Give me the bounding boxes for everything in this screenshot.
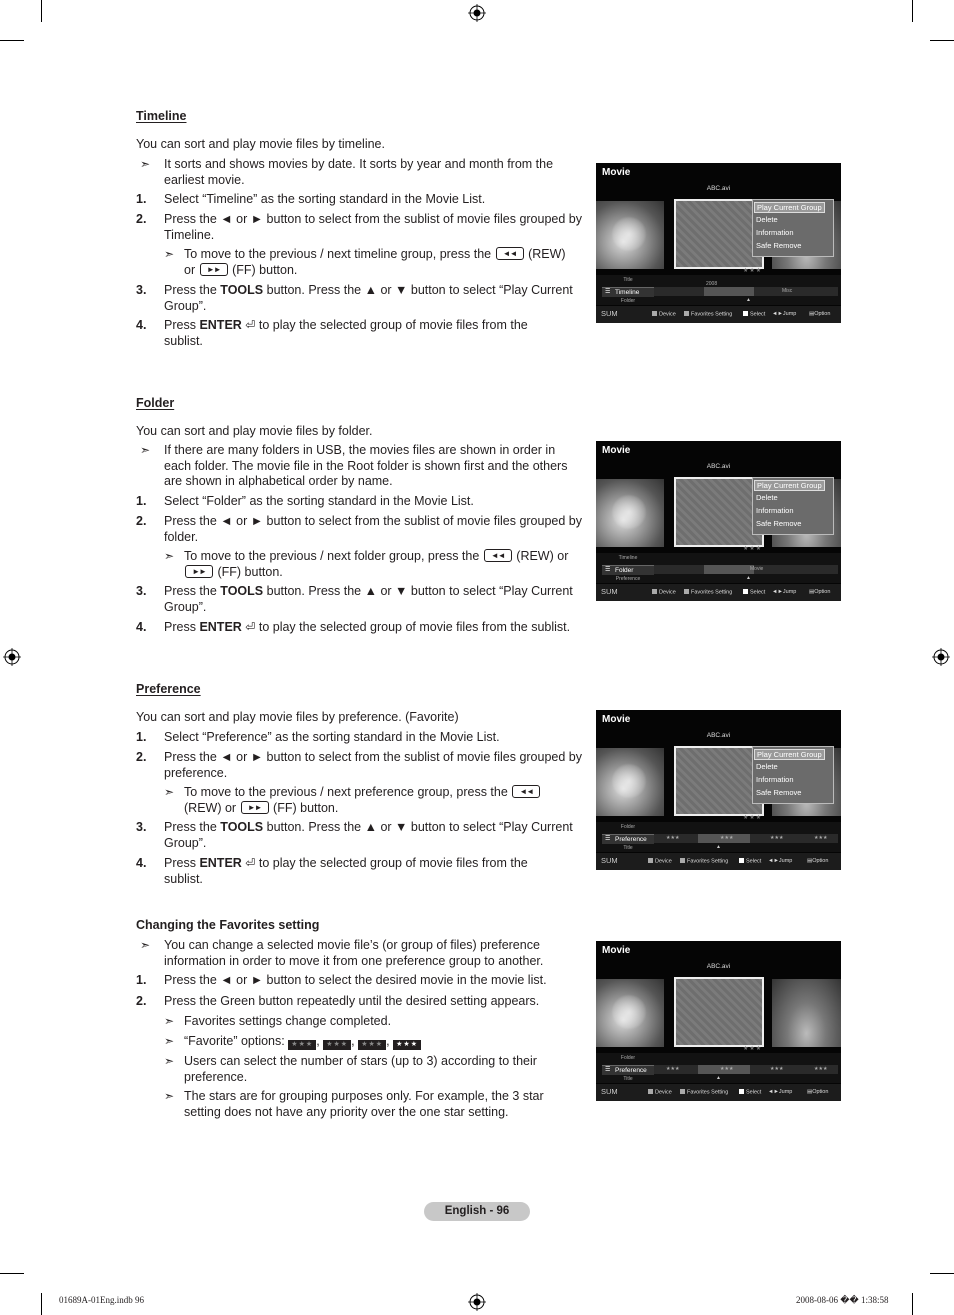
step-number: 4. [136,318,147,332]
registration-mark-icon [468,4,486,22]
group-stars: ★★★ [720,835,734,841]
footer-favorites: Favorites Setting [684,311,732,318]
folder-intro: You can sort and play movie files by folder. [136,424,373,438]
star-rating: ★★★ [743,546,763,552]
menu-item-safe-remove[interactable]: Safe Remove [756,241,802,250]
sort-label-above: Title [623,277,633,283]
tools-menu [752,477,834,535]
menu-item-play-current-group[interactable]: Play Current Group [754,202,825,213]
group-track [654,565,838,574]
step-number: 1. [136,192,147,206]
sort-label-below: Preference [615,576,641,582]
thumbnail [596,201,664,269]
up-arrow-icon: ▲ [716,844,721,850]
tv-screen-favorites [596,941,841,1101]
section-heading-folder: Folder [136,396,175,410]
tv-screen-preference [596,710,841,870]
arrow-marker-icon: ➣ [164,549,175,563]
group-stars: ★★★ [770,835,784,841]
tools-icon: ▤ [807,858,813,864]
group-track [654,1065,838,1074]
thumbnail-selected [674,477,764,547]
footer-jump: ◄►Jump [772,311,797,317]
footer-option: ▤Option [807,858,829,864]
group-track [654,281,838,296]
thumbnail [772,979,841,1047]
tools-menu [752,199,834,257]
ff-button-icon: ►► [200,263,228,276]
step-text: Press the ◄ or ► button to select from the sublist of movie files grouped by preference. [164,750,582,780]
up-arrow-icon: ▲ [716,1075,721,1081]
arrow-marker-icon: ➣ [164,785,175,799]
menu-item-delete[interactable]: Delete [756,215,778,224]
menu-item-safe-remove[interactable]: Safe Remove [756,519,802,528]
registration-mark-icon [3,648,21,666]
step-number: 3. [136,584,147,598]
group-track [654,834,838,843]
tv-footer [596,306,841,323]
step-text: Press the ◄ or ► button to select the desired movie in the movie list. [164,973,547,987]
ff-button-icon: ►► [185,565,213,578]
group-mark: Movie [750,566,764,572]
footer-favorites: Favorites Setting [680,1089,728,1096]
thumbnail [596,479,664,547]
menu-item-safe-remove[interactable]: Safe Remove [756,788,802,797]
step-text: Press the ◄ or ► button to select from the sublist of movie files grouped by folder. [164,514,582,544]
arrow-marker-icon: ➣ [164,1014,175,1028]
file-name: ABC.avi [706,963,731,970]
note-text: To move to the previous / next preference group, press the ◄◄ (REW) or ►► (FF) button. [184,785,590,816]
star-rating: ★★★ [743,815,763,821]
menu-item-delete[interactable]: Delete [756,762,778,771]
crop-mark [912,1293,913,1315]
menu-item-delete[interactable]: Delete [756,493,778,502]
section-heading-favorites: Changing the Favorites setting [136,918,320,932]
footer-jump: ◄►Jump [768,858,793,864]
note-text: To move to the previous / next folder group, press the ◄◄ (REW) or ►► (FF) button. [184,549,569,579]
step-number: 2. [136,514,147,528]
step-number: 3. [136,820,147,834]
print-footer-right: 2008-08-06 �� 1:38:58 [796,1295,889,1305]
favorite-option-3-stars: ★★★ [393,1040,421,1050]
enter-icon: ⏎ [245,620,256,634]
up-arrow-icon: ▲ [746,297,751,303]
tv-screen-folder [596,441,841,601]
tv-footer [596,1084,841,1101]
note-text: The stars are for grouping purposes only. For example, the 3 star setting does not have any priority over the one star setting. [184,1089,544,1119]
step-number: 3. [136,283,147,297]
footer-device: Device [648,1089,672,1096]
arrow-marker-icon: ➣ [164,1089,175,1103]
footer-device: Device [648,858,672,865]
screen-title: Movie [602,714,631,725]
preference-intro: You can sort and play movie files by preference. (Favorite) [136,710,459,724]
group-stars: ★★★ [666,1066,680,1072]
rew-button-icon: ◄◄ [484,549,512,562]
note-text: It sorts and shows movies by date. It sorts by year and month from the earliest movie. [164,157,554,187]
screen-title: Movie [602,945,631,956]
enter-icon: ⏎ [245,318,256,332]
step-number: 1. [136,973,147,987]
group-stars: ★★★ [720,1066,734,1072]
print-footer-left: 01689A-01Eng.indb 96 [59,1295,144,1305]
crop-mark [0,1273,24,1274]
file-name: ABC.avi [706,185,731,192]
sum-label: SUM [601,587,618,596]
step-number: 1. [136,494,147,508]
sort-selected[interactable]: ☰ Timeline [602,287,654,297]
crop-mark [41,0,42,22]
step-text: Press the TOOLS button. Press the ▲ or ▼ button to select “Play Current Group”. [164,820,573,850]
menu-icon: ☰ [605,1067,611,1073]
file-name: ABC.avi [706,463,731,470]
group-stars: ★★★ [814,835,828,841]
jump-icon: ◄► [772,311,783,317]
star-rating: ★★★ [743,1046,763,1052]
enter-icon: ⏎ [245,856,256,870]
footer-select: Select [743,589,765,596]
sort-selected[interactable]: ☰ Preference [602,1065,654,1075]
group-mark: Misc [782,288,793,294]
step-number: 1. [136,730,147,744]
crop-mark [930,40,954,41]
thumbnail-selected [674,746,764,816]
step-text: Press ENTER ⏎ to play the selected group of movie files from the sublist. [164,318,528,348]
footer-device: Device [652,589,676,596]
arrow-marker-icon: ➣ [164,1054,175,1068]
step-number: 2. [136,994,147,1008]
jump-icon: ◄► [768,1089,779,1095]
footer-option: ▤Option [809,589,831,595]
favorite-option-2-stars: ★★★ [358,1040,386,1050]
menu-icon: ☰ [605,836,611,842]
footer-select: Select [739,1089,761,1096]
step-text: Press ENTER ⏎ to play the selected group of movie files from the sublist. [164,620,571,634]
step-text: Select “Folder” as the sorting standard in the Movie List. [164,494,474,508]
menu-item-information[interactable]: Information [756,506,794,515]
footer-favorites: Favorites Setting [684,589,732,596]
tools-icon: ▤ [809,311,815,317]
favorite-option-0-stars: ★★★ [288,1040,316,1050]
footer-option: ▤Option [809,311,831,317]
tv-footer [596,584,841,601]
group-mark: 2008 [706,281,718,287]
arrow-marker-icon: ➣ [140,443,151,457]
screen-title: Movie [602,167,631,178]
step-text: Select “Timeline” as the sorting standard in the Movie List. [164,192,486,206]
registration-mark-icon [932,648,950,666]
menu-item-play-current-group[interactable]: Play Current Group [754,480,825,491]
tv-screen-timeline [596,163,841,323]
sort-label-below: Title [623,1076,633,1082]
group-stars: ★★★ [814,1066,828,1072]
registration-mark-icon [468,1293,486,1311]
tools-icon: ▤ [809,589,815,595]
up-arrow-icon: ▲ [746,575,751,581]
crop-mark [41,1293,42,1315]
crop-mark [912,0,913,22]
note-text: Favorites settings change completed. [184,1014,392,1028]
thumbnail-selected [674,199,764,269]
footer-option: ▤Option [807,1089,829,1095]
tv-footer [596,853,841,870]
footer-jump: ◄►Jump [768,1089,793,1095]
menu-item-information[interactable]: Information [756,228,794,237]
sort-label-above: Folder [620,824,636,830]
note-text: You can change a selected movie file’s (or group of files) preference information in order to move it from one preference group to another. [164,938,544,968]
section-heading-preference: Preference [136,682,201,696]
thumbnail [596,979,664,1047]
favorite-option-1-star: ★★★ [323,1040,351,1050]
ff-button-icon: ►► [241,801,269,814]
step-text: Select “Preference” as the sorting standard in the Movie List. [164,730,500,744]
page-number-badge: English - 96 [424,1202,530,1221]
step-text: Press the ◄ or ► button to select from the sublist of movie files grouped by Timeline. [164,212,582,242]
step-number: 2. [136,212,147,226]
crop-mark [0,40,24,41]
jump-icon: ◄► [772,589,783,595]
crop-mark [930,1273,954,1274]
sort-label-above: Folder [620,1055,636,1061]
sum-label: SUM [601,856,618,865]
menu-icon: ☰ [605,567,611,573]
note-text: To move to the previous / next timeline group, press the ◄◄ (REW) or ►► (FF) button. [184,247,566,277]
arrow-marker-icon: ➣ [164,1034,175,1048]
footer-device: Device [652,311,676,318]
thumbnail-selected [674,977,764,1047]
sort-label-below: Folder [620,298,636,304]
rew-button-icon: ◄◄ [496,247,524,260]
step-text: Press the TOOLS button. Press the ▲ or ▼ button to select “Play Current Group”. [164,283,573,313]
sort-label-above: Timeline [618,555,638,561]
section-heading-timeline: Timeline [136,109,187,123]
sort-selected[interactable]: ☰ Preference [602,834,654,844]
sum-label: SUM [601,309,618,318]
footer-jump: ◄►Jump [772,589,797,595]
sort-selected[interactable]: ☰ Folder [602,565,654,575]
sum-label: SUM [601,1087,618,1096]
rew-button-icon: ◄◄ [512,785,540,798]
note-text: If there are many folders in USB, the movies files are shown in order in each folder. The movie file in the Root folder is shown first and the others are shown in alphabetical order by name. [164,443,568,488]
step-text: Press ENTER ⏎ to play the selected group of movie files from the sublist. [164,856,528,886]
group-stars: ★★★ [666,835,680,841]
menu-item-information[interactable]: Information [756,775,794,784]
tools-menu [752,746,834,804]
footer-select: Select [743,311,765,318]
step-text: Press the TOOLS button. Press the ▲ or ▼ button to select “Play Current Group”. [164,584,573,614]
file-name: ABC.avi [706,732,731,739]
note-text: “Favorite” options: ★★★ , ★★★ , ★★★ , ★★★ [184,1034,584,1050]
step-number: 4. [136,620,147,634]
footer-select: Select [739,858,761,865]
footer-favorites: Favorites Setting [680,858,728,865]
step-number: 2. [136,750,147,764]
thumbnail [596,748,664,816]
note-text: Users can select the number of stars (up to 3) according to their preference. [184,1054,537,1084]
timeline-intro: You can sort and play movie files by timeline. [136,137,385,151]
arrow-marker-icon: ➣ [164,247,175,261]
screen-title: Movie [602,445,631,456]
arrow-marker-icon: ➣ [140,938,151,952]
step-text: Press the Green button repeatedly until the desired setting appears. [164,994,540,1008]
star-rating: ★★★ [743,268,763,274]
tools-icon: ▤ [807,1089,813,1095]
menu-item-play-current-group[interactable]: Play Current Group [754,749,825,760]
sort-label-below: Title [623,845,633,851]
jump-icon: ◄► [768,858,779,864]
arrow-marker-icon: ➣ [140,157,151,171]
menu-icon: ☰ [605,289,611,295]
group-stars: ★★★ [770,1066,784,1072]
step-number: 4. [136,856,147,870]
